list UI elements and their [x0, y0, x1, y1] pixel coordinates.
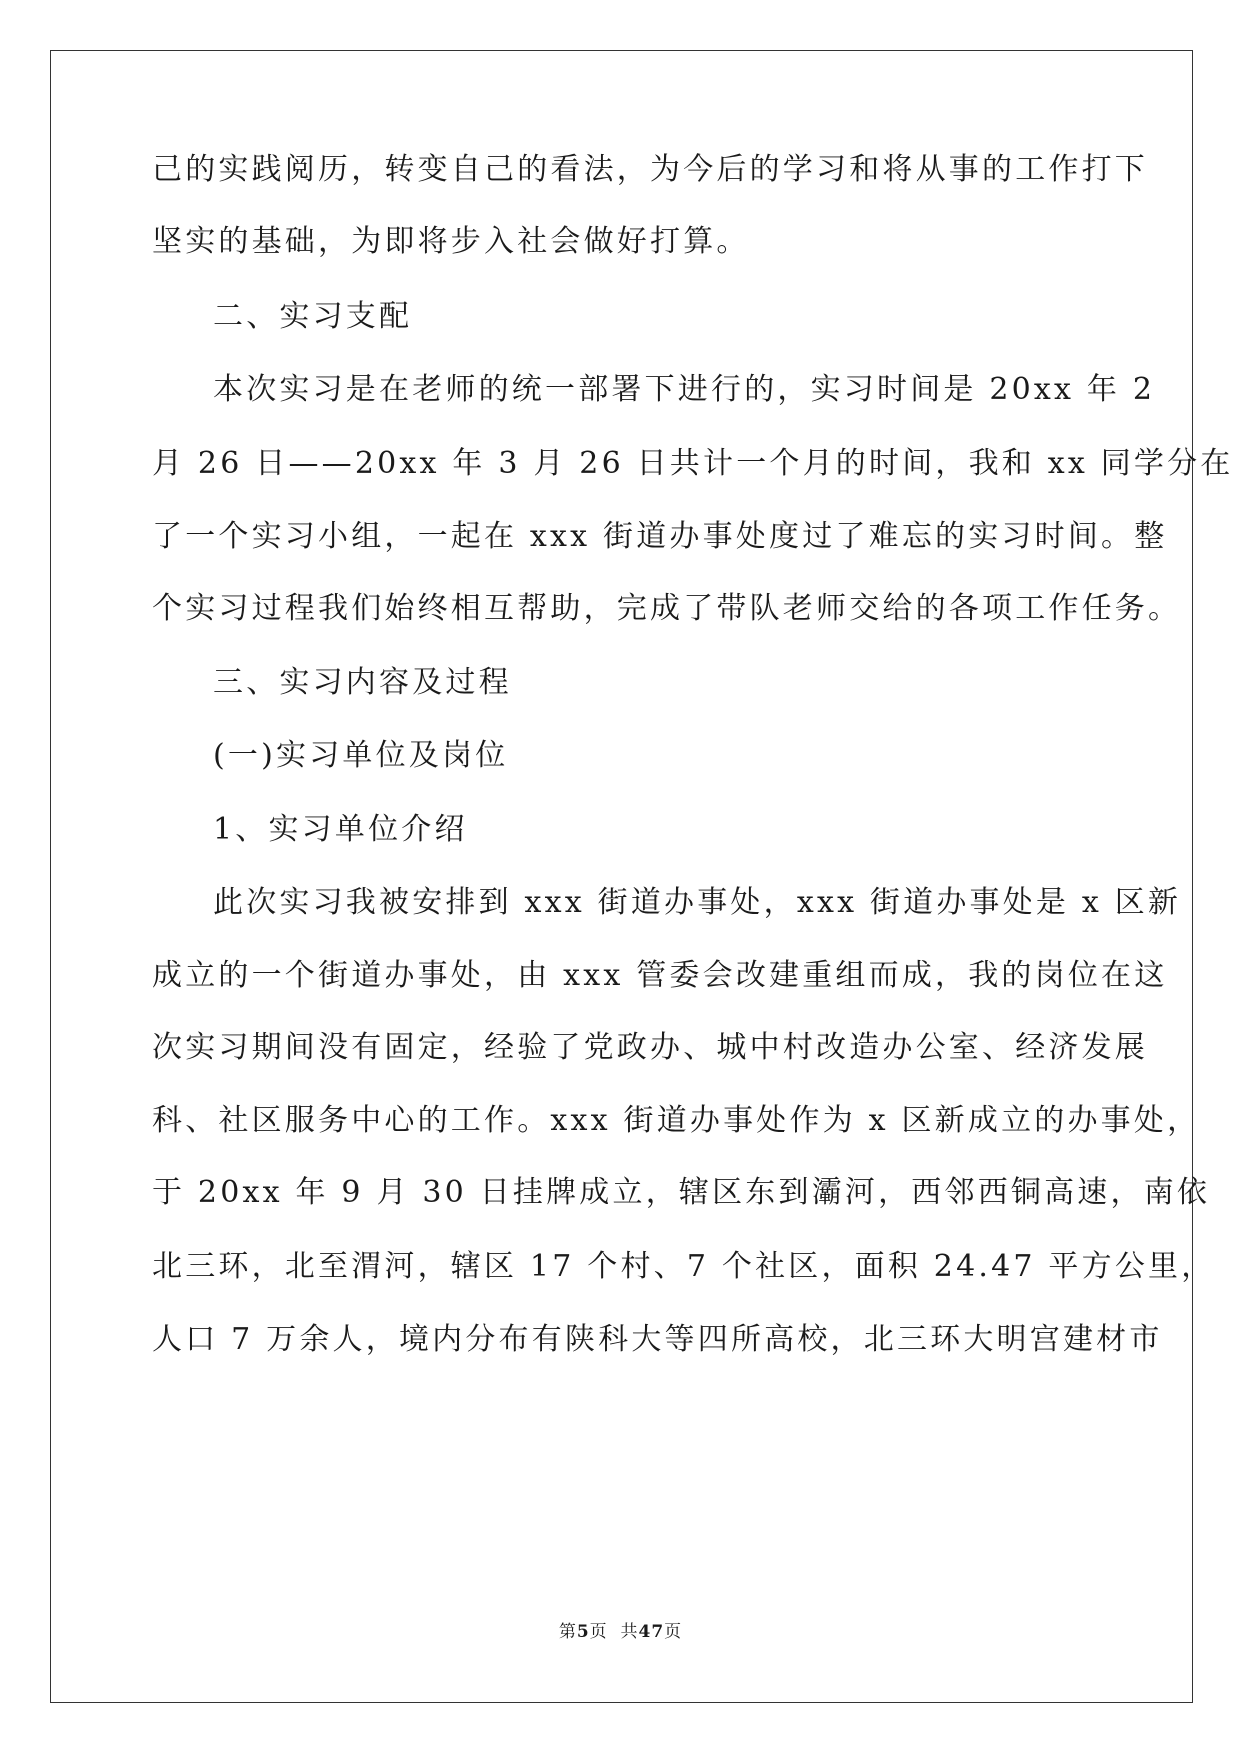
current-page-number: 5 [576, 1622, 590, 1642]
paragraph-line: 月 26 日——20xx 年 3 月 26 日共计一个月的时间，我和 xx 同学分在 [152, 446, 1234, 481]
paragraph-line: 次实习期间没有固定，经验了党政办、城中村改造办公室、经济发展 [152, 1030, 1148, 1065]
paragraph-line: 于 20xx 年 9 月 30 日挂牌成立，辖区东到灞河，西邻西铜高速，南依 [152, 1175, 1211, 1210]
paragraph-line: 人口 7 万余人，境内分布有陕科大等四所高校，北三环大明宫建材市 [152, 1322, 1163, 1357]
subsection-heading: (一)实习单位及岗位 [213, 738, 509, 773]
page-footer [0, 1620, 1241, 1644]
paragraph-line: 成立的一个街道办事处，由 xxx 管委会改建重组而成，我的岗位在这 [152, 958, 1168, 993]
paragraph-line: 本次实习是在老师的统一部署下进行的，实习时间是 20xx 年 2 [213, 372, 1156, 407]
paragraph-line: 北三环，北至渭河，辖区 17 个村、7 个社区，面积 24.47 平方公里， [152, 1249, 1215, 1284]
paragraph-line: 己的实践阅历，转变自己的看法，为今后的学习和将从事的工作打下 [152, 152, 1148, 187]
paragraph-line: 了一个实习小组，一起在 xxx 街道办事处度过了难忘的实习时间。整 [152, 519, 1168, 554]
paragraph-line: 此次实习我被安排到 xxx 街道办事处，xxx 街道办事处是 x 区新 [213, 885, 1182, 920]
footer-mid: 页 共 [589, 1622, 639, 1642]
footer-prefix: 第 [558, 1622, 577, 1642]
total-page-number: 47 [638, 1622, 665, 1642]
paragraph-line: 坚实的基础，为即将步入社会做好打算。 [152, 224, 750, 259]
footer-suffix: 页 [664, 1622, 683, 1642]
paragraph-line: 个实习过程我们始终相互帮助，完成了带队老师交给的各项工作任务。 [152, 591, 1182, 626]
paragraph-line: 科、社区服务中心的工作。xxx 街道办事处作为 x 区新成立的办事处， [152, 1103, 1201, 1138]
section-heading: 三、实习内容及过程 [213, 665, 512, 700]
subsection-heading: 1、实习单位介绍 [213, 812, 468, 847]
section-heading: 二、实习支配 [213, 299, 413, 334]
